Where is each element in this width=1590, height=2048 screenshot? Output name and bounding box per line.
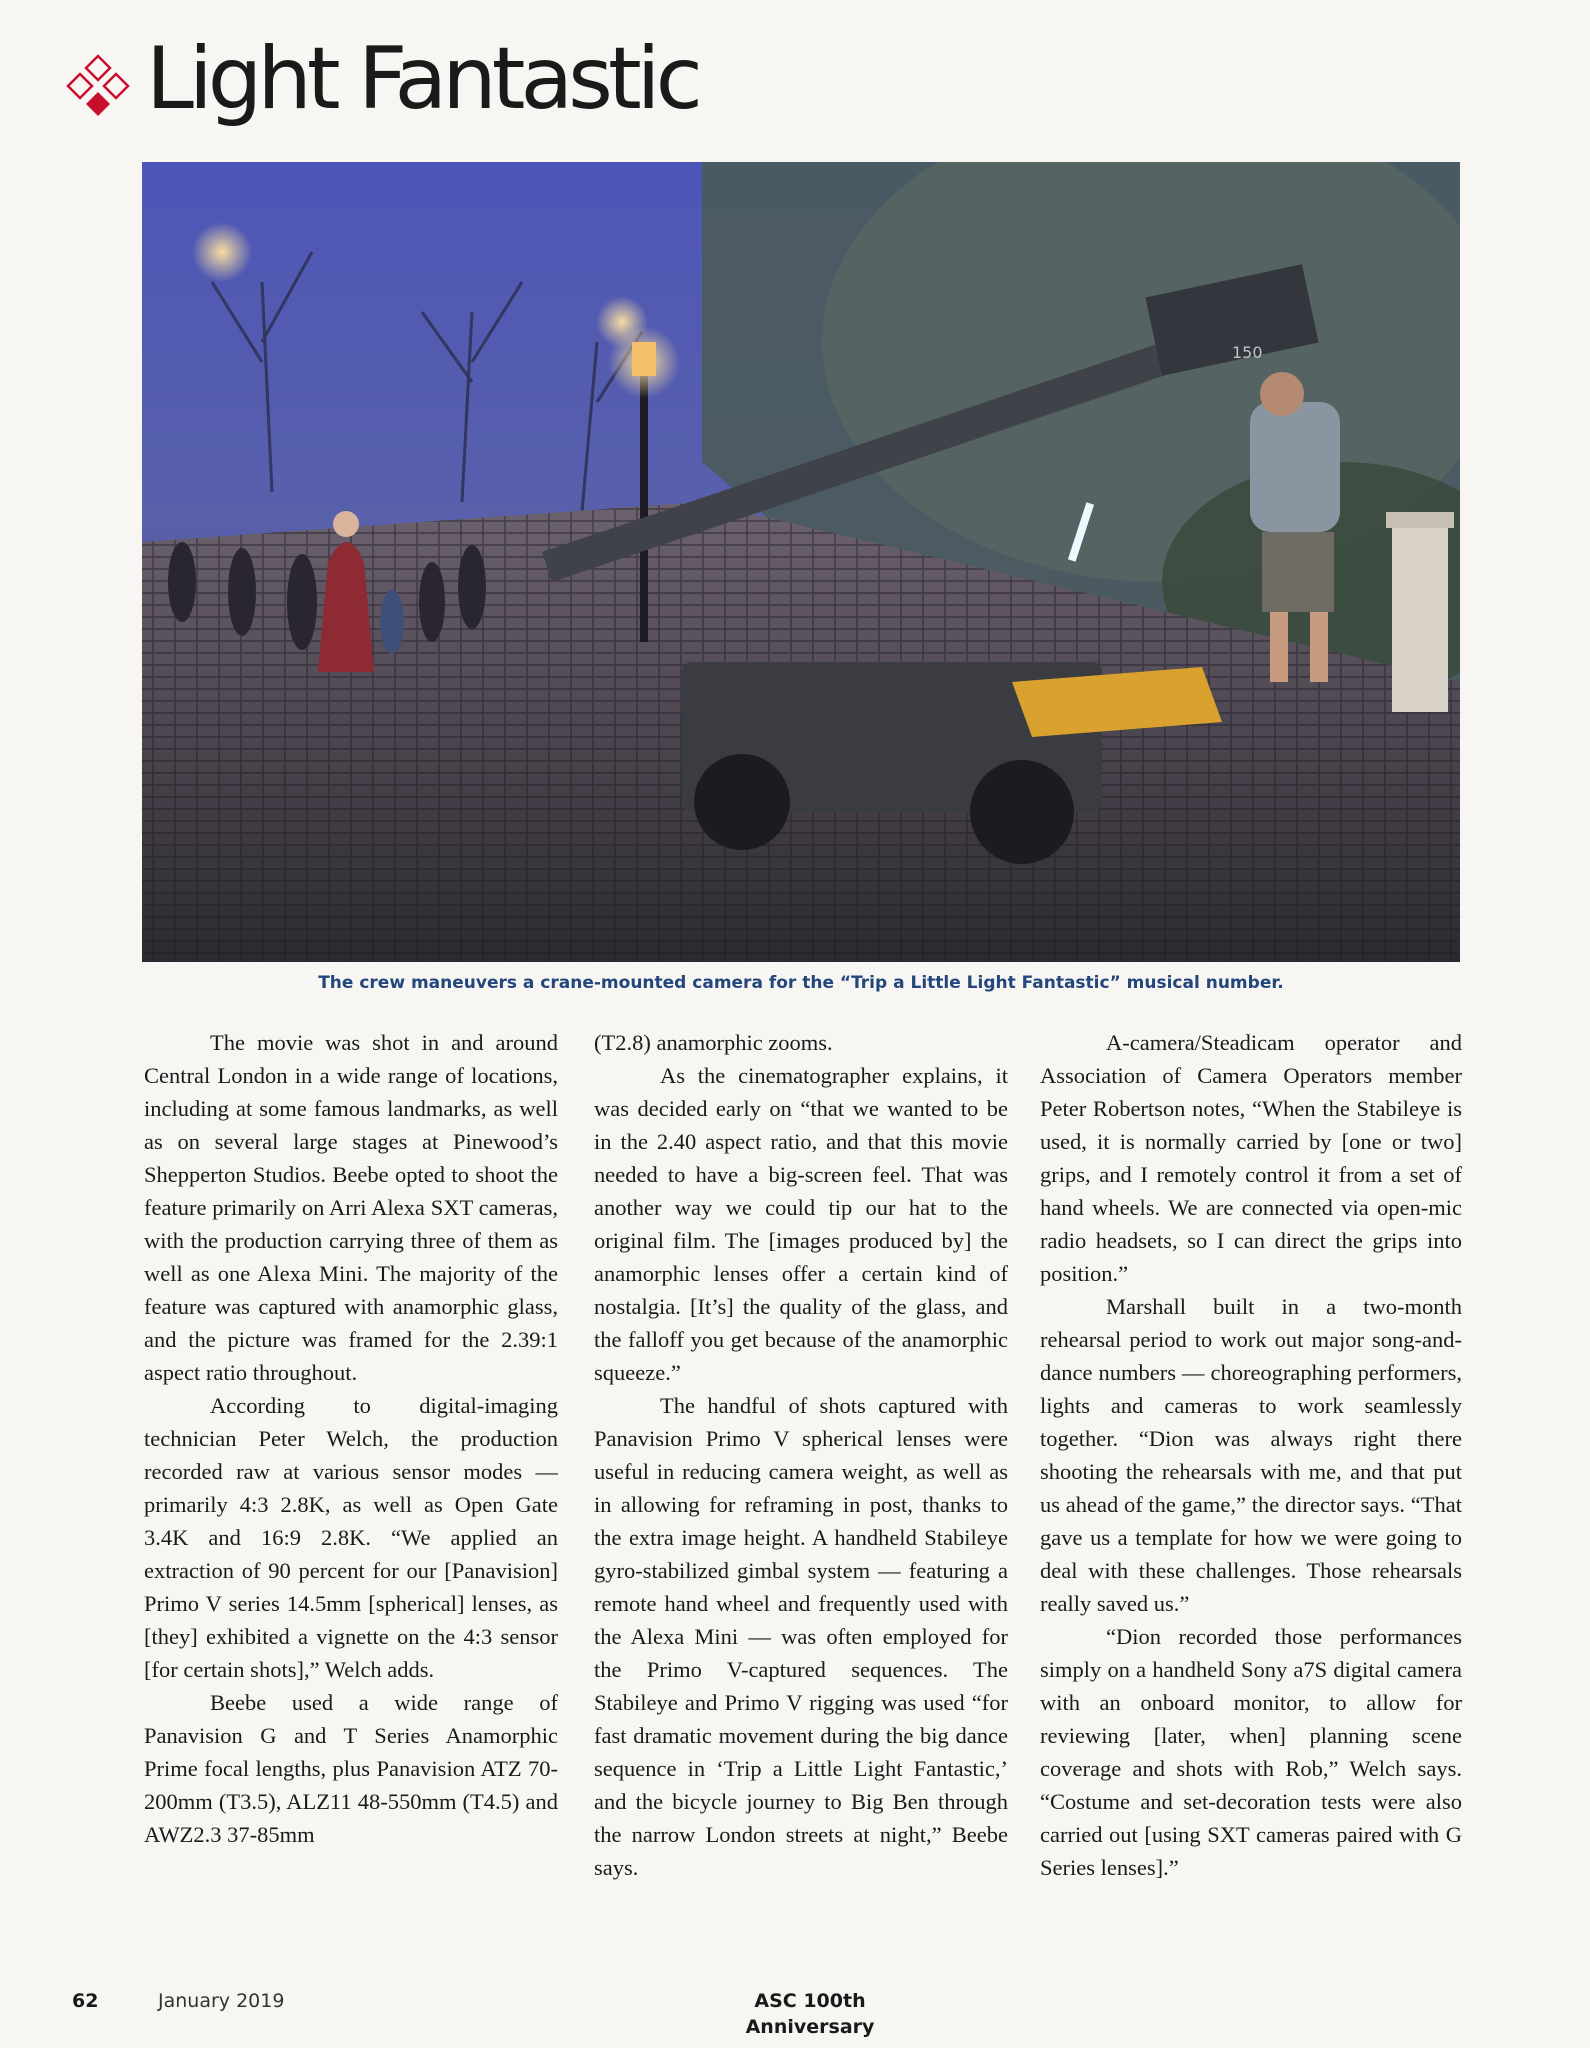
diamond-cluster-icon	[66, 54, 130, 118]
paragraph: “Dion recorded those performances simply on a handheld Sony a7S digital camera with an onboard monitor, to allow for reviewing [later, when] planning scene coverage and shots with Rob,” Welch says. “Costume and set-decoration tests were also carried out [using SXT cameras paired with G Series lenses].”	[1040, 1624, 1462, 1880]
paragraph: Marshall built in a two-month rehearsal period to work out major song-and-dance numbers — choreographing performers, lights and cameras to work seamlessly together. “Dion was always right there shooting the rehearsals with me, and that put us ahead of the game,” the director says. “That gave us a template for how we were going to deal with these challenges. Those rehearsals really saved us.”	[1040, 1294, 1462, 1616]
crane-sign-text: 150	[1232, 343, 1263, 362]
paragraph: As the cinematographer explains, it was decided early on “that we wanted to be in the 2.40 aspect ratio, and that this movie needed to have a big-screen feel. That was another way we could tip our hat to the original film. The [images produced by] the anamorphic lenses offer a certain kind of nostalgia. [It’s] the quality of the glass, and the falloff you get because of the anamorphic squeeze.”	[594, 1063, 1008, 1385]
page-title: Light Fantastic	[146, 29, 698, 129]
running-title: ASC 100th Anniversary	[745, 1990, 875, 2038]
paragraph: The movie was shot in and around Central London in a wide range of locations, including at some famous landmarks, as well as on several large stages at Pinewood’s Shepperton Studios. Beebe opted to shoot the feature primarily on Arri Alexa SXT cameras, with the production carrying three of them as well as one Alexa Mini. The majority of the feature was captured with anamorphic glass, and the picture was framed for the 2.39:1 aspect ratio throughout.	[144, 1030, 558, 1385]
film-set-photo	[142, 162, 1460, 962]
paragraph: A-camera/Steadicam operator and Association of Camera Operators member Peter Robertson notes, “When the Stabileye is used, it is normally carried by [one or two] grips, and I remotely control it from a set of hand wheels. We are connected via open-mic radio headsets, so I can direct the grips into position.”	[1040, 1030, 1462, 1286]
photo-caption: The crew maneuvers a crane-mounted camera for the “Trip a Little Light Fantastic” musical number.	[318, 973, 1284, 993]
column-2	[594, 1026, 1008, 1956]
paragraph: The handful of shots captured with Panavision Primo V spherical lenses were useful in reducing camera weight, as well as in allowing for reframing in post, thanks to the extra image height. A handheld Stabileye gyro-stabilized gimbal system — featuring a remote hand wheel and frequently used with the Alexa Mini — was often employed for the Primo V-captured sequences. The Stabileye and Primo V rigging was used “for fast dramatic movement during the big dance sequence in ‘Trip a Little Light Fantastic,’ and the bicycle journey to Big Ben through the narrow London streets at night,” Beebe says.	[594, 1393, 1008, 1880]
paragraph: Beebe used a wide range of Panavision G and T Series Anamorphic Prime focal lengths, plus Panavision ATZ 70-200mm (T3.5), ALZ11 48-550mm (T4.5) and AWZ2.3 37-85mm	[144, 1690, 558, 1847]
paragraph: According to digital-imaging technician Peter Welch, the production recorded raw at various sensor modes — primarily 4:3 2.8K, as well as Open Gate 3.4K and 16:9 2.8K. “We applied an extraction of 90 percent for our [Panavision] Primo V series 14.5mm [spherical] lenses, as [they] exhibited a vignette on the 4:3 sensor [for certain shots],” Welch adds.	[144, 1393, 558, 1682]
page-number: 62	[72, 1990, 99, 2012]
paragraph-continued: (T2.8) anamorphic zooms.	[594, 1030, 833, 1055]
column-3	[1040, 1026, 1462, 1956]
issue-date: January 2019	[158, 1990, 285, 2012]
column-1	[144, 1026, 558, 1956]
